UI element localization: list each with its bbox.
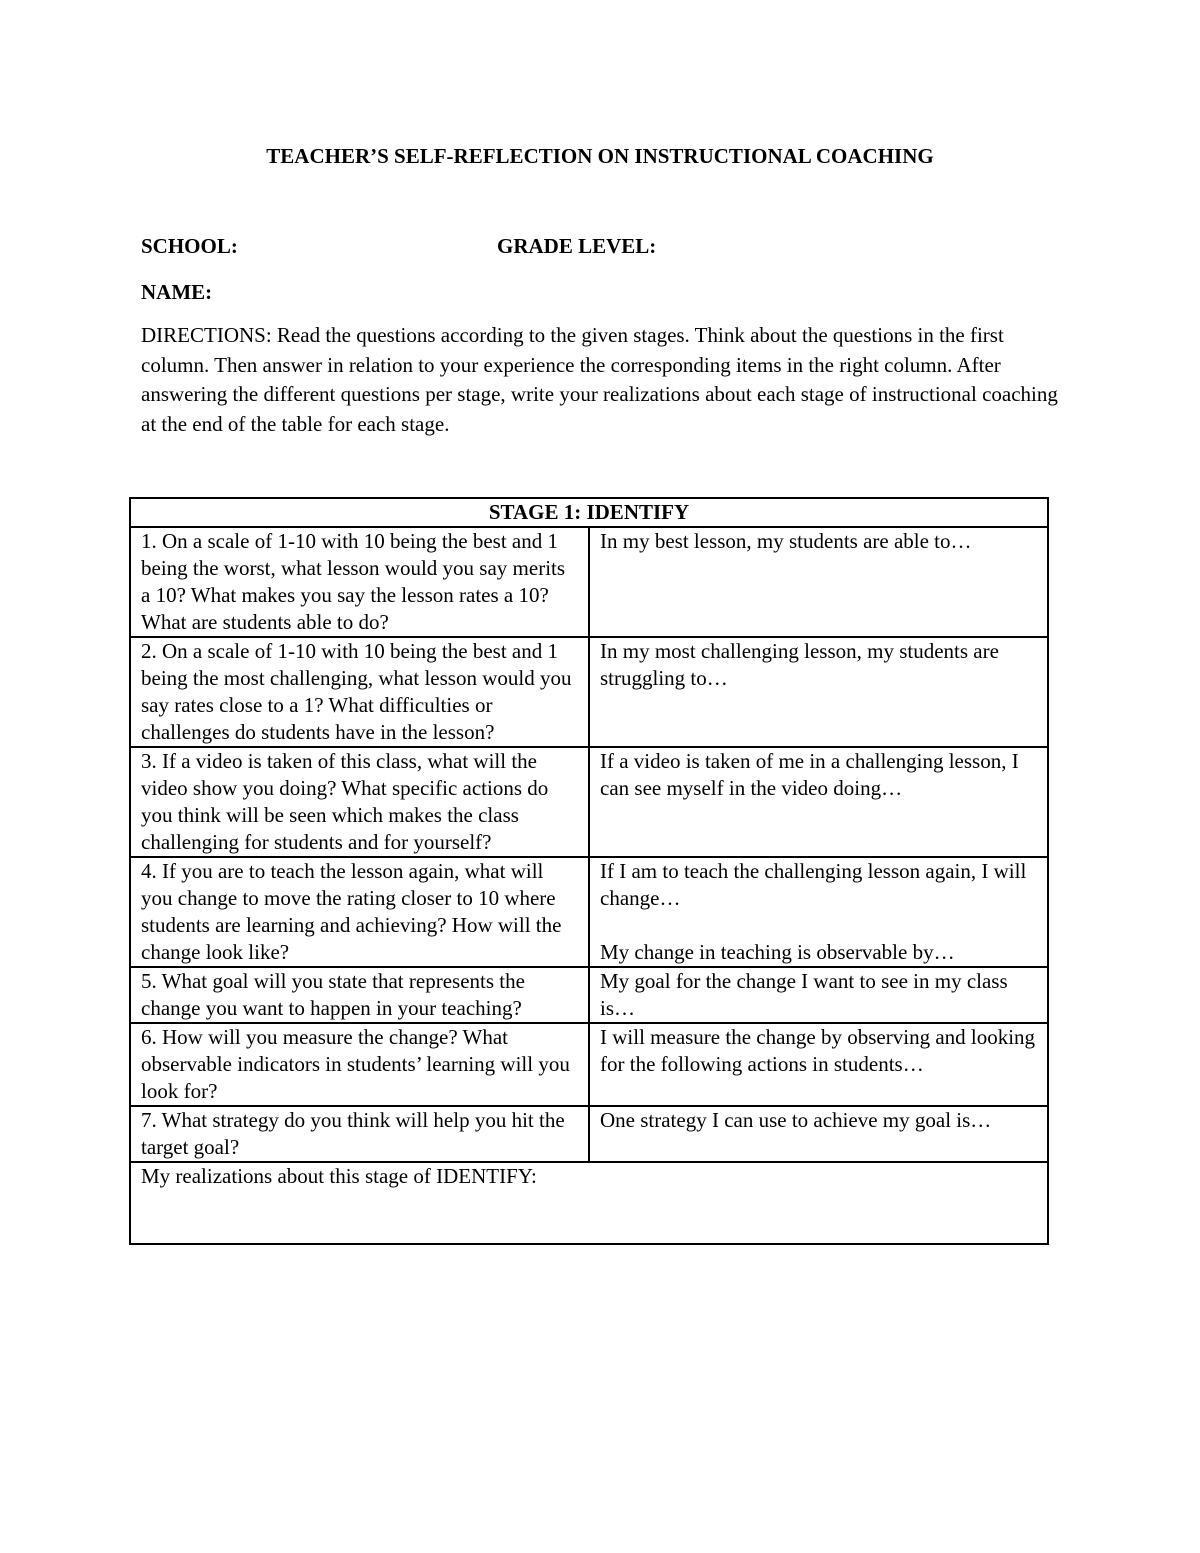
stage-header: STAGE 1: IDENTIFY — [130, 498, 1048, 527]
grade-level-label: GRADE LEVEL: — [497, 234, 657, 258]
answer-cell-6[interactable] — [589, 1023, 1048, 1106]
table-row — [130, 527, 1048, 637]
question-cell-5: 5. What goal will you state that represents the change you want to happen in your teaching? — [130, 967, 589, 1023]
table-row — [130, 967, 1048, 1023]
stage-header-row — [130, 498, 1048, 527]
answer-cell-1[interactable] — [589, 527, 1048, 637]
school-label: SCHOOL: — [141, 234, 238, 258]
question-cell-6: 6. How will you measure the change? What observable indicators in students’ learning will you look for? — [130, 1023, 589, 1106]
answer-prompt-3: If a video is taken of me in a challenging lesson, I can see myself in the video doing… — [600, 749, 1019, 800]
answer-spacer — [600, 912, 1037, 939]
answer-cell-7[interactable] — [589, 1106, 1048, 1162]
answer-cell-3[interactable] — [589, 747, 1048, 857]
answer-prompt-1: In my best lesson, my students are able to… — [600, 529, 972, 553]
name-label: NAME: — [141, 280, 213, 304]
question-cell-7: 7. What strategy do you think will help you hit the target goal? — [130, 1106, 589, 1162]
table-row — [130, 1023, 1048, 1106]
answer-prompt-5: My goal for the change I want to see in my class is… — [600, 969, 1008, 1020]
realization-cell[interactable] — [130, 1162, 1048, 1244]
realization-row — [130, 1162, 1048, 1244]
answer-prompt-4: If I am to teach the challenging lesson again, I will change… — [600, 859, 1027, 910]
question-cell-4: 4. If you are to teach the lesson again, what will you change to move the rating closer to 10 where students are learning and achieving? How will the change look like? — [130, 857, 589, 967]
table-row — [130, 747, 1048, 857]
answer-prompt-2: In my most challenging lesson, my students are struggling to… — [600, 639, 999, 690]
answer-prompt-4b: My change in teaching is observable by… — [600, 940, 955, 964]
question-cell-2: 2. On a scale of 1-10 with 10 being the best and 1 being the most challenging, what lesson would you say rates close to a 1? What difficulties or challenges do students have in the lesson? — [130, 637, 589, 747]
table-row — [130, 857, 1048, 967]
document-title: TEACHER’S SELF-REFLECTION ON INSTRUCTIONAL COACHING — [266, 144, 934, 168]
answer-prompt-7: One strategy I can use to achieve my goal is… — [600, 1108, 992, 1132]
directions-paragraph: DIRECTIONS: Read the questions according to the given stages. Think about the questions in the first column. Then answer in relation to your experience the corresponding items in the right column. After answering the different questions per stage, write your realizations about each stage of instructional coaching at the end of the table for each stage. — [141, 323, 1058, 436]
stage-1-table — [129, 497, 1049, 1245]
table-row — [130, 1106, 1048, 1162]
question-cell-3: 3. If a video is taken of this class, what will the video show you doing? What specific actions do you think will be seen which makes the class challenging for students and for yourself? — [130, 747, 589, 857]
answer-cell-2[interactable] — [589, 637, 1048, 747]
answer-cell-5[interactable] — [589, 967, 1048, 1023]
table-row — [130, 637, 1048, 747]
answer-cell-4[interactable] — [589, 857, 1048, 967]
answer-prompt-6: I will measure the change by observing and looking for the following actions in students… — [600, 1025, 1036, 1076]
realization-label: My realizations about this stage of IDENTIFY: — [141, 1164, 537, 1188]
question-cell-1: 1. On a scale of 1-10 with 10 being the best and 1 being the worst, what lesson would you say merits a 10? What makes you say the lesson rates a 10? What are students able to do? — [130, 527, 589, 637]
